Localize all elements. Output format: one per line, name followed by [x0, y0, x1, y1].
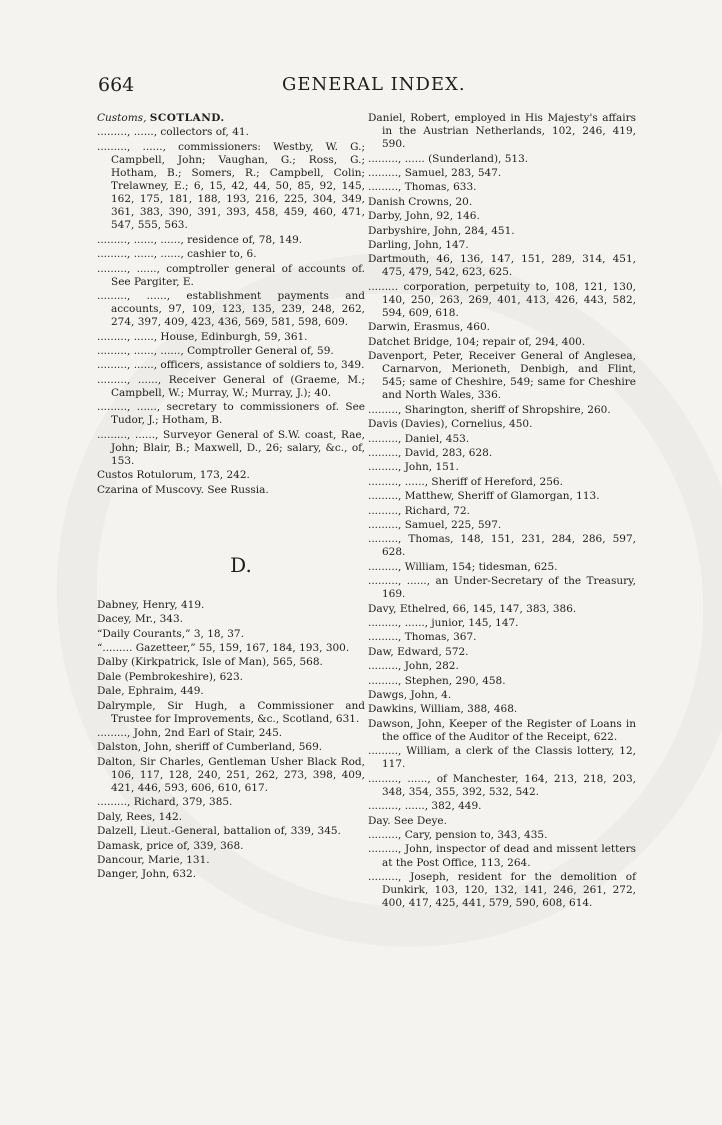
index-entry: ........., Daniel, 453. [368, 432, 470, 445]
heading-prefix: Customs, [97, 112, 147, 124]
index-entry: ........., Thomas, 367. [368, 631, 477, 644]
index-entry: Dartmouth, 46, 136, 147, 151, 289, 314, 451, 475, 479, 542, 623, 625. [368, 253, 636, 279]
index-entry: ........., William, a clerk of the Classis lottery, 12, 117. [368, 745, 636, 771]
index-entry: Davis (Davies), Cornelius, 450. [368, 418, 533, 431]
index-entry: ........., ......, ......, residence of, 78, 149. [97, 233, 303, 246]
index-entry: ........., ......, Surveyor General of S.W. coast, Rae, John; Blair, B.; Maxwell, D., 26; salary, &c., of, 153. [97, 428, 365, 467]
left-entries-after [97, 599, 365, 882]
index-entry: ........., ......, Receiver General of (Graeme, M.; Campbell, W.; Murray, W.; Murray, J.); 40. [97, 373, 365, 399]
index-entry: ........., Stephen, 290, 458. [368, 674, 506, 687]
section-letter: D. [230, 552, 252, 577]
index-entry: ........., Samuel, 225, 597. [368, 518, 502, 531]
index-entry: ........., Richard, 379, 385. [97, 796, 233, 809]
index-entry: ........., ......, commissioners: Westby, W. G.; Campbell, John; Vaughan, G.; Ross, G.; Hotham, B.; Somers, R.; Campbell, Colin; Trelawney, E.; 6, 15, 42, 44, 50, 85, 92, 145, 162, 175, 181, 188, 193, 216, 225, 304, 349, 361, 383, 390, 391, 393, 458, 459, 460, 471, 547, 555, 563. [97, 140, 365, 232]
index-entry: Dale, Ephraim, 449. [97, 685, 204, 698]
index-entry: Davy, Ethelred, 66, 145, 147, 383, 386. [368, 602, 577, 615]
index-entry: Dawkins, William, 388, 468. [368, 703, 518, 716]
index-entry: ........., ......, of Manchester, 164, 213, 218, 203, 348, 354, 355, 392, 532, 542. [368, 772, 636, 798]
index-entry: Dacey, Mr., 343. [97, 613, 183, 626]
index-entry: ........., William, 154; tidesman, 625. [368, 560, 558, 573]
index-entry: ........., Richard, 72. [368, 504, 470, 517]
index-entry: ........., ......, ......, Comptroller General of, 59. [97, 344, 334, 357]
index-entry: Damask, price of, 339, 368. [97, 839, 244, 852]
index-entry: Dabney, Henry, 419. [97, 598, 205, 611]
index-entry: ........., ......, collectors of, 41. [97, 126, 249, 139]
index-entry: ........., ......, Sheriff of Hereford, 256. [368, 475, 563, 488]
index-entry: ......... corporation, perpetuity to, 108, 121, 130, 140, 250, 263, 269, 401, 413, 426, 443, 582, 594, 609, 618. [368, 280, 636, 319]
index-heading [97, 112, 365, 125]
index-entry: Custos Rotulorum, 173, 242. [97, 469, 250, 482]
index-entry: Dalton, Sir Charles, Gentleman Usher Black Rod, 106, 117, 128, 240, 251, 262, 273, 398, 409, 421, 446, 593, 606, 610, 617. [97, 755, 365, 794]
index-entry: Darbyshire, John, 284, 451. [368, 224, 515, 237]
index-entry: ........., John, inspector of dead and missent letters at the Post Office, 113, 264. [368, 843, 636, 869]
index-entry: ........., ......, an Under-Secretary of the Treasury, 169. [368, 575, 636, 601]
index-entry: “......... Gazetteer,” 55, 159, 167, 184, 193, 300. [97, 641, 350, 654]
index-entry: ........., John, 2nd Earl of Stair, 245. [97, 727, 283, 739]
index-entry: Dawson, John, Keeper of the Register of Loans in the office of the Auditor of the Receipt, 622. [368, 717, 636, 743]
index-entry: ........., ......, junior, 145, 147. [368, 617, 519, 630]
index-entry: Daniel, Robert, employed in His Majesty's affairs in the Austrian Netherlands, 102, 246, 419, 590. [368, 112, 636, 151]
index-entry: ........., David, 283, 628. [368, 447, 493, 459]
index-entry: ........., ......, House, Edinburgh, 59, 361. [97, 330, 308, 343]
index-entry: Dancour, Marie, 131. [97, 853, 210, 866]
running-head: GENERAL INDEX. [282, 74, 466, 95]
index-entry: Dalston, John, sheriff of Cumberland, 569. [97, 741, 323, 754]
index-entry: ........., ......, establishment payments and accounts, 97, 109, 123, 135, 239, 248, 262, 274, 397, 409, 423, 436, 569, 581, 598, 609. [97, 290, 365, 329]
index-entry: Dalby (Kirkpatrick, Isle of Man), 565, 568. [97, 656, 323, 669]
index-entry: ........., Samuel, 283, 547. [368, 166, 502, 179]
index-entry: ........., Joseph, resident for the demolition of Dunkirk, 103, 120, 132, 141, 246, 261, 272, 400, 417, 425, 441, 579, 590, 608, 614. [368, 870, 636, 910]
left-column [97, 112, 365, 883]
index-entry: ........., ...... (Sunderland), 513. [368, 152, 529, 165]
index-entry: Darby, John, 92, 146. [368, 210, 480, 223]
index-entry: ........., Matthew, Sheriff of Glamorgan, 113. [368, 490, 600, 503]
index-entry: ........., ......, ......, cashier to, 6. [97, 248, 257, 261]
index-entry: Daly, Rees, 142. [97, 810, 183, 823]
index-entry: Datchet Bridge, 104; repair of, 294, 400. [368, 335, 586, 348]
index-entry: ........., ......, secretary to commissioners of. See Tudor, J.; Hotham, B. [97, 401, 365, 427]
index-entry: Dawgs, John, 4. [368, 689, 452, 702]
index-entry: ........., ......, 382, 449. [368, 800, 482, 813]
index-entry: Czarina of Muscovy. See Russia. [97, 483, 269, 496]
index-entry: ........., ......, comptroller general of accounts of. See Pargiter, E. [97, 262, 365, 288]
index-entry: Darling, John, 147. [368, 238, 469, 251]
index-entry: Dalzell, Lieut.-General, battalion of, 339, 345. [97, 825, 341, 838]
index-entry: Daw, Edward, 572. [368, 645, 469, 658]
right-column [368, 112, 636, 912]
index-entry: “Daily Courants,” 3, 18, 37. [97, 627, 244, 640]
index-entry: Dale (Pembrokeshire), 623. [97, 670, 243, 683]
heading-bold: SCOTLAND. [149, 112, 225, 124]
index-entry: ........., John, 282. [368, 660, 459, 673]
index-entry: Darwin, Erasmus, 460. [368, 321, 490, 334]
index-entry: ........., Thomas, 633. [368, 181, 477, 194]
index-entry: Day. See Deye. [368, 814, 447, 827]
left-entries-before [97, 126, 365, 496]
index-entry: ........., ......, officers, assistance of soldiers to, 349. [97, 359, 365, 372]
index-entry: Davenport, Peter, Receiver General of Anglesea, Carnarvon, Merioneth, Denbigh, and Flint, 545; same of Cheshire, 549; same for Cheshire and North Wales, 336. [368, 350, 636, 402]
index-entry: Dalrymple, Sir Hugh, a Commissioner and Trustee for Improvements, &c., Scotland, 631. [97, 699, 365, 725]
right-entries [368, 112, 636, 910]
index-entry: ........., Sharington, sheriff of Shropshire, 260. [368, 403, 611, 416]
page-number: 664 [98, 74, 135, 96]
index-entry: Danger, John, 632. [97, 868, 197, 881]
index-entry: ........., Thomas, 148, 151, 231, 284, 286, 597, 628. [368, 533, 636, 559]
index-entry: ........., Cary, pension to, 343, 435. [368, 829, 548, 842]
index-entry: ........., John, 151. [368, 461, 459, 474]
index-entry: Danish Crowns, 20. [368, 195, 473, 208]
